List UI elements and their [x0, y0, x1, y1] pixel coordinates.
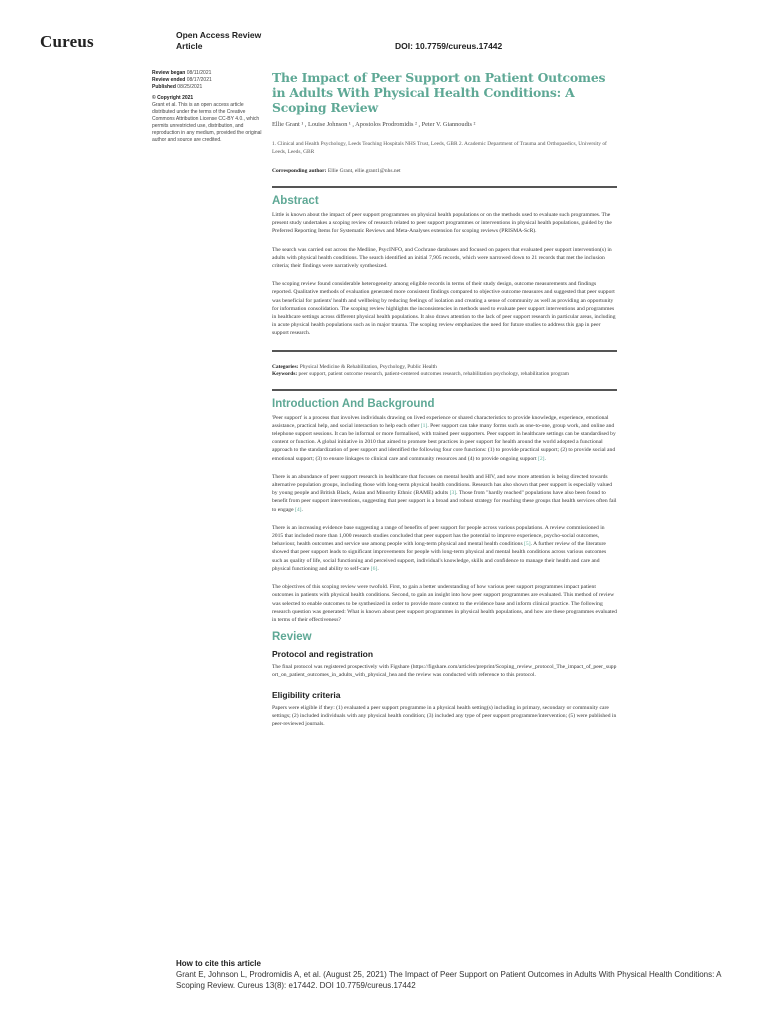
article-history-sidebar: [152, 70, 266, 144]
review-heading: Review: [272, 631, 312, 644]
abstract-paragraph: Little is known about the impact of peer support programmes on physical health populations or on the methods used to evaluate such programmes. The present study undertakes a scoping review of research related to peer support programmes or interventions in physical health populations, guided by the Preferred Reporting Items for Systematic Reviews and Meta-Analyses extension for scoping reviews (PRISMA-ScR).: [272, 212, 612, 235]
intro-paragraph: There is an abundance of peer support research in healthcare that focuses on mental health and HIV, and now more attention is being directed towards alternative population groups, including those with long-term physical health conditions. Research has also shown that peer support is especially valued by young people and British Black, Asian and Minority Ethnic (BAME) adults [3]. Those from "hardly reached" populations have also been found to benefit from peer support interventions, suggesting that peer support is a broad and robust strategy for reaching these groups that health services often fail to engage [4].: [272, 473, 617, 513]
affiliations: 1. Clinical and Health Psychology, Leeds Teaching Hospitals NHS Trust, Leeds, GBR 2. Academic Department of Trauma and Orthopaedics, University of Leeds, Leeds, GBR: [272, 141, 607, 155]
article-main: [272, 70, 617, 728]
article-title: The Impact of Peer Support on Patient Outcomes in Adults With Physical Health Conditions: A Scoping Review: [272, 70, 606, 115]
intro-heading: Introduction And Background: [272, 397, 435, 410]
intro-paragraph: The objectives of this scoping review were twofold. First, to gain a better understanding of how various peer support programmes impact patient outcomes in patients with physical health conditions. Second, to gain an insight into how peer support programmes are evaluated. This method of review was selected to enable outcomes to be synthesized in order to provide more context to the evidence base and inform clinical practice. The following research question was generated: What is known about peer support programmes in physical health populations, and how are these programmes evaluated in terms of their effectiveness?: [272, 584, 617, 623]
divider: [272, 186, 617, 188]
protocol-heading: Protocol and registration: [272, 649, 374, 660]
corresponding-author: Corresponding author: Ellie Grant, ellie.grant1@nhs.net: [272, 168, 401, 174]
abstract-paragraph: The search was carried out across the Medline, PsycINFO, and Cochrane databases and focused on papers that evaluated peer support intervention(s) in adults with physical health conditions. The search identified an initial 7,905 records, which were narrowed down to 21 records that met the inclusion criteria; their findings were narratively synthesized.: [272, 246, 612, 270]
citation-heading: How to cite this article: [176, 959, 261, 968]
copyright: © Copyright 2021: [152, 95, 194, 101]
intro-paragraph: There is an increasing evidence base suggesting a range of benefits of peer support for people across various populations. A review commissioned in 2015 that included more than 1,000 research studies concluded that peer support has the potential to improve experience, psycho-social outcomes, behaviour, health outcomes and service use among people with long-term physical and mental health conditions [5]. A further review of the literature showed that peer support leads to significant improvements for people with long-term physical and mental health conditions across various outcomes such as quality of life, social functioning and perceived support, individual's knowledge, skills and confidence to manage their health and care and physical functioning and ability to self-care [6].: [272, 524, 607, 572]
abstract-heading: Abstract: [272, 195, 319, 207]
review-began: Review began 08/11/2021: [152, 70, 212, 76]
article-type-line1: Open Access Review: [176, 30, 262, 40]
categories: Categories: Physical Medicine & Rehabilitation, Psychology, Public Health: [272, 363, 437, 370]
article-type-line2: Article: [176, 41, 203, 51]
license-text: Grant et al. This is an open access article distributed under the terms of the Creative Commons Attribution License CC-BY 4.0., which permits unrestricted use, distribution, and reproduction in any medium, provided the original author and source are credited.: [152, 102, 262, 143]
intro-paragraph: 'Peer support' is a process that involves individuals drawing on lived experience or shared characteristics to provide knowledge, experience, emotional assistance, practical help, and social interaction to help each other [1]. Peer support can take many forms such as one-to-one, group work, and online and telephone support sessions. It can be informal or more formalised, with trained peer supporters. Peer support in healthcare settings can be standardised by content or function. A global initiative in 2010 that aimed to promote best practices in peer support for health around the world adopted a functional approach to the standardization of peer support and identified the following four core functions: (1) to provide practical support; (2) to provide social and emotional support; (3) to ensure linkages to clinical care and community resources and (4) to provide ongoing support [2].: [272, 414, 616, 462]
reference-link[interactable]: [6]: [370, 565, 378, 572]
divider: [272, 389, 617, 391]
eligibility-paragraph: Papers were eligible if they: (1) evaluated a peer support programme in a physical health setting(s) including in primary, secondary or community care settings; (2) included individuals with any physical health condition; (3) included any type of peer support programme/intervention; (5) were published in peer-reviewed journals.: [272, 704, 617, 727]
author-list: Ellie Grant ¹ , Louise Johnson ¹ , Apostolos Prodromidis ² , Peter V. Giannoudis ²: [272, 121, 476, 128]
eligibility-heading: Eligibility criteria: [272, 689, 341, 700]
reference-link[interactable]: [1]: [420, 422, 428, 429]
reference-link[interactable]: [4]: [295, 506, 302, 513]
doi-link[interactable]: DOI: 10.7759/cureus.17442: [395, 41, 503, 51]
abstract-paragraph: The scoping review found considerable heterogeneity among eligible records in terms of their study design, outcome measurements and findings reported. Qualitative methods of evaluation generated more consistent findings compared to objective outcome measures and suggested that peer support was beneficial for patients' health and wellbeing by reducing feelings of isolation and creating a sense of community as well as providing an opportunity for information consolidation. The scoping review highlights the inconsistencies in methods used to evaluate peer support interventions and programmes in healthcare settings across different physical health populations. It also draws attention to the lack of peer support research in particular areas, including in acute physical health populations such as in major trauma. The scoping review emphasizes the need for future studies to address this gap in peer support research.: [272, 281, 616, 337]
keywords: Keywords: peer support, patient outcome research, patient-centered outcomes research, rehabilitation psychology, rehabilitation program: [272, 371, 569, 378]
categories-keywords: [272, 364, 617, 379]
journal-logo: Cureus: [40, 32, 94, 51]
protocol-paragraph: The final protocol was registered prospectively with Figshare (https://figshare.com/articles/preprint/Scoping_review_protocol_The_impact_of_peer_support_on_patient_outcomes_in_adults_with_physical_hea and the review was conducted with reference to this protocol.: [272, 664, 617, 679]
published-date: Published 08/25/2021: [152, 84, 203, 90]
article-type: [176, 30, 261, 52]
divider: [272, 350, 617, 352]
citation-text: Grant E, Johnson L, Prodromidis A, et al. (August 25, 2021) The Impact of Peer Support on Patient Outcomes in Adults With Physical Health Conditions: A Scoping Review. Cureus 13(8): e17442. DOI 10.7759/cureus.17442: [176, 970, 722, 990]
citation-block: [176, 958, 736, 991]
reference-link[interactable]: [2]: [537, 455, 545, 462]
reference-link[interactable]: [5]: [524, 541, 531, 548]
reference-link[interactable]: [3]: [449, 490, 457, 497]
review-ended: Review ended 08/17/2021: [152, 77, 212, 83]
